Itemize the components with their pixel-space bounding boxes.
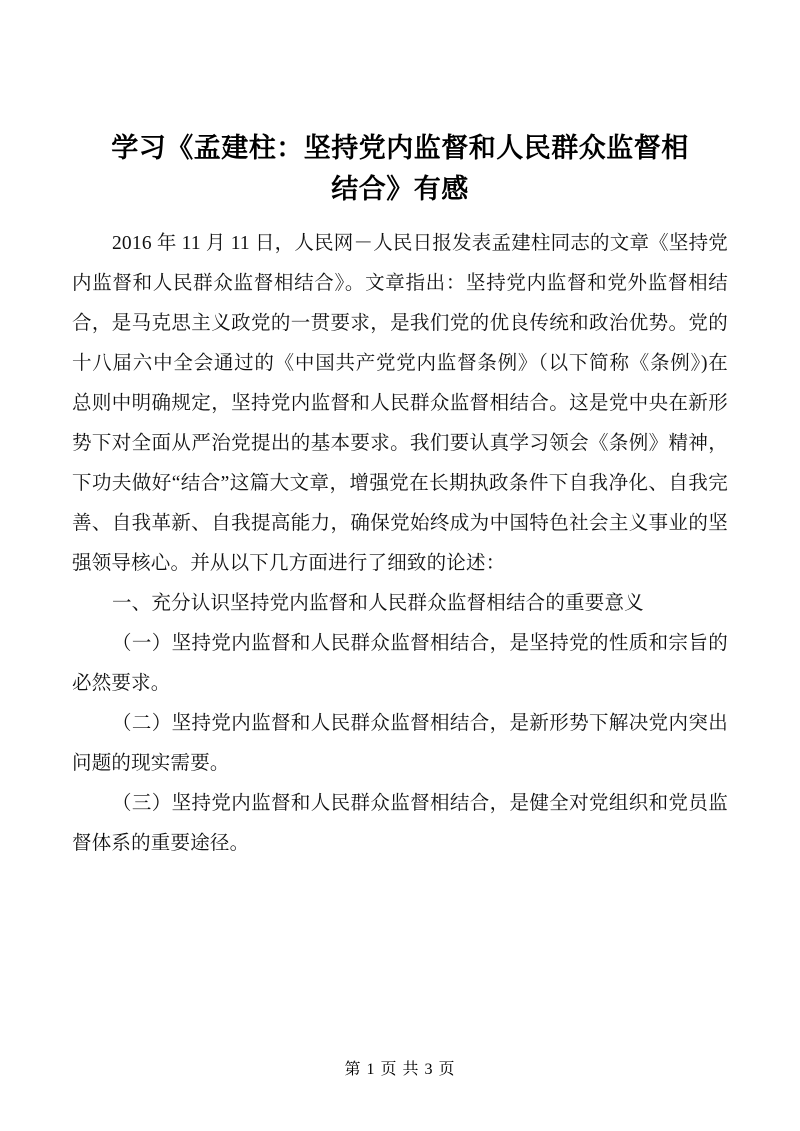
paragraph-item-2: （二）坚持党内监督和人民群众监督相结合，是新形势下解决党内突出问题的现实需要。 [72,713,728,774]
paragraph-section-one: 一、充分认识坚持党内监督和人民群众监督相结合的重要意义 [111,593,644,614]
page-footer: 第 1 页 共 3 页 [344,1061,456,1078]
paragraph-item-3: （三）坚持党内监督和人民群众监督相结合，是健全对党组织和党员监督体系的重要途径。 [72,793,728,854]
paragraph-intro: 2016 年 11 月 11 日，人民网－人民日报发表孟建柱同志的文章《坚持党内监督和人民群众监督相结合》。文章指出：坚持党内监督和党外监督相结合，是马克思主义政党的一贯要求，是我们党的优良传统和政治优势。党的十八届六中全会通过的《中国共产党党内监督条例》（以下简称《条例》)在总则中明确规定，坚持党内监督和人民群众监督相结合。这是党中央在新形势下对全面从严治党提出的基本要求。我们要认真学习领会《条例》精神，下功夫做好“结合”这篇大文章，增强党在长期执政条件下自我净化、自我完善、自我革新、自我提高能力，确保党始终成为中国特色社会主义事业的坚强领导核心。并从以下几方面进行了细致的论述： [72,233,728,574]
paragraph-item-1: （一）坚持党内监督和人民群众监督相结合，是坚持党的性质和宗旨的必然要求。 [72,633,728,694]
page-title: 学习《孟建柱：坚持党内监督和人民群众监督相结合》有感 [111,133,689,204]
